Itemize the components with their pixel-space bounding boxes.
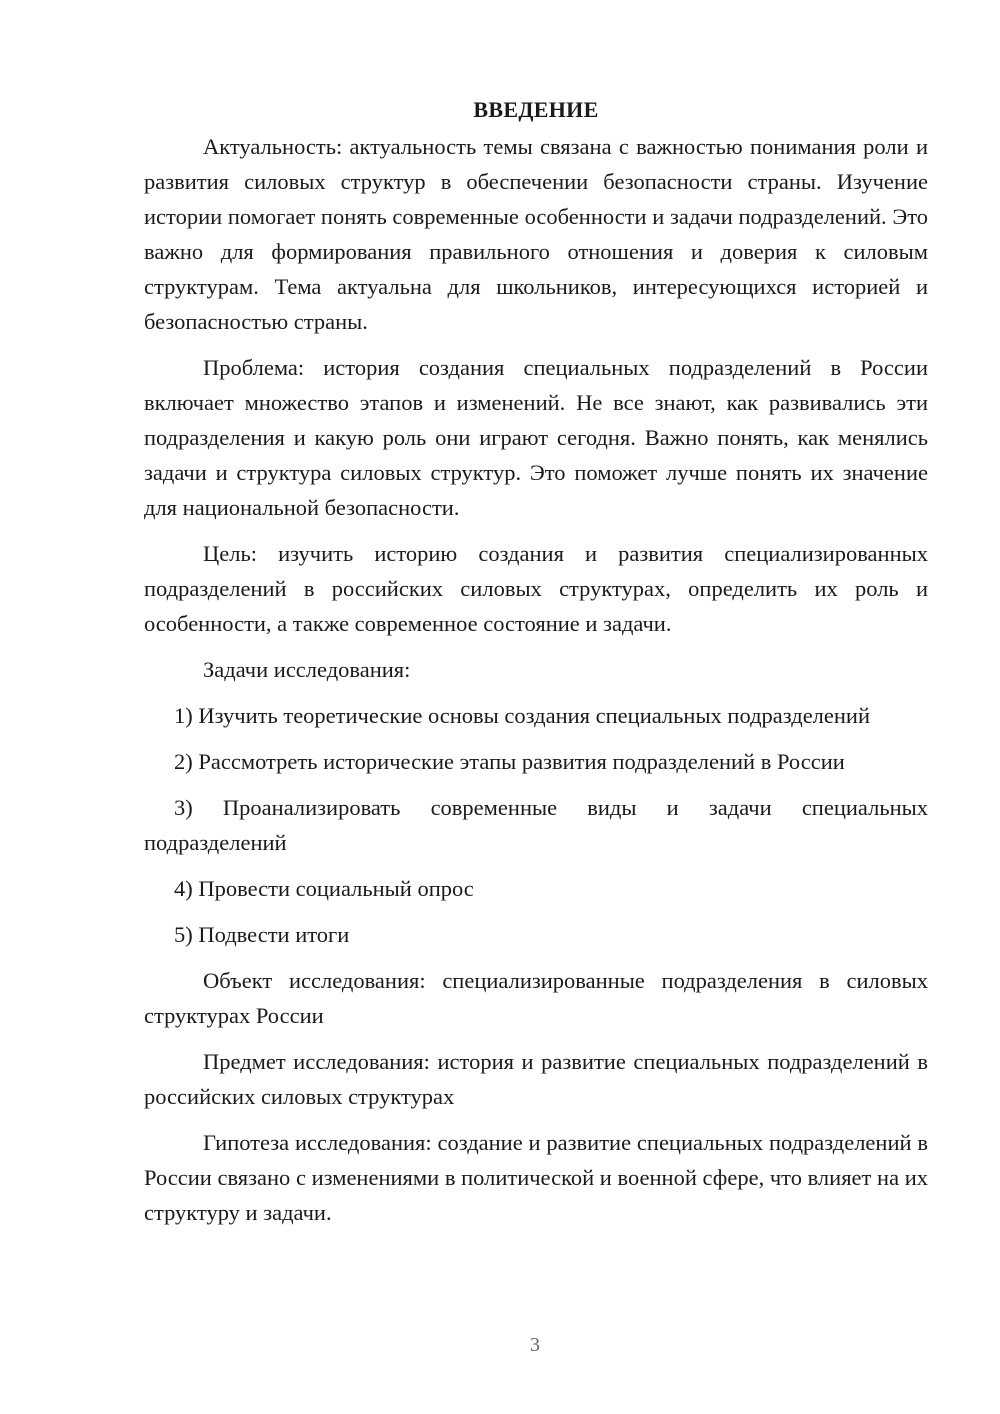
paragraph-goal: Цель: изучить историю создания и развития специализированных подразделений в российских силовых структурах, определить их роль и особенности, а также современное состояние и задачи. (144, 541, 928, 636)
paragraph-problem: Проблема: история создания специальных подразделений в России включает множество этапов и изменений. Не все знают, как развивались эти подразделения и какую роль они играют сегодня. Важно понять, как менялись задачи и структура силовых структур. Это поможет лучше понять их значение для национальной безопасности. (144, 355, 928, 520)
task-item-4: 4) Провести социальный опрос (174, 876, 474, 901)
page-number: 3 (530, 1334, 540, 1356)
document-heading: ВВЕДЕНИЕ (473, 97, 599, 122)
paragraph-hypothesis: Гипотеза исследования: создание и развитие специальных подразделений в России связано с изменениями в политической и военной сфере, что влияет на их структуру и задачи. (144, 1130, 928, 1225)
document-page (144, 95, 928, 1241)
paragraph-object: Объект исследования: специализированные подразделения в силовых структурах России (144, 968, 928, 1028)
paragraph-subject: Предмет исследования: история и развитие специальных подразделений в российских силовых структурах (144, 1049, 928, 1109)
task-item-1: 1) Изучить теоретические основы создания специальных подразделений (174, 703, 871, 728)
task-item-5: 5) Подвести итоги (174, 922, 350, 947)
task-item-2: 2) Рассмотреть исторические этапы развития подразделений в России (174, 749, 845, 774)
tasks-title: Задачи исследования: (203, 657, 411, 682)
paragraph-relevance: Актуальность: актуальность темы связана с важностью понимания роли и развития силовых структур в обеспечении безопасности страны. Изучение истории помогает понять современные особенности и задачи подразделений. Это важно для формирования правильного отношения и доверия к силовым структурам. Тема актуальна для школьников, интересующихся историей и безопасностью страны. (144, 134, 928, 334)
task-item-3: 3) Проанализировать современные виды и задачи специальных подразделений (144, 795, 928, 855)
